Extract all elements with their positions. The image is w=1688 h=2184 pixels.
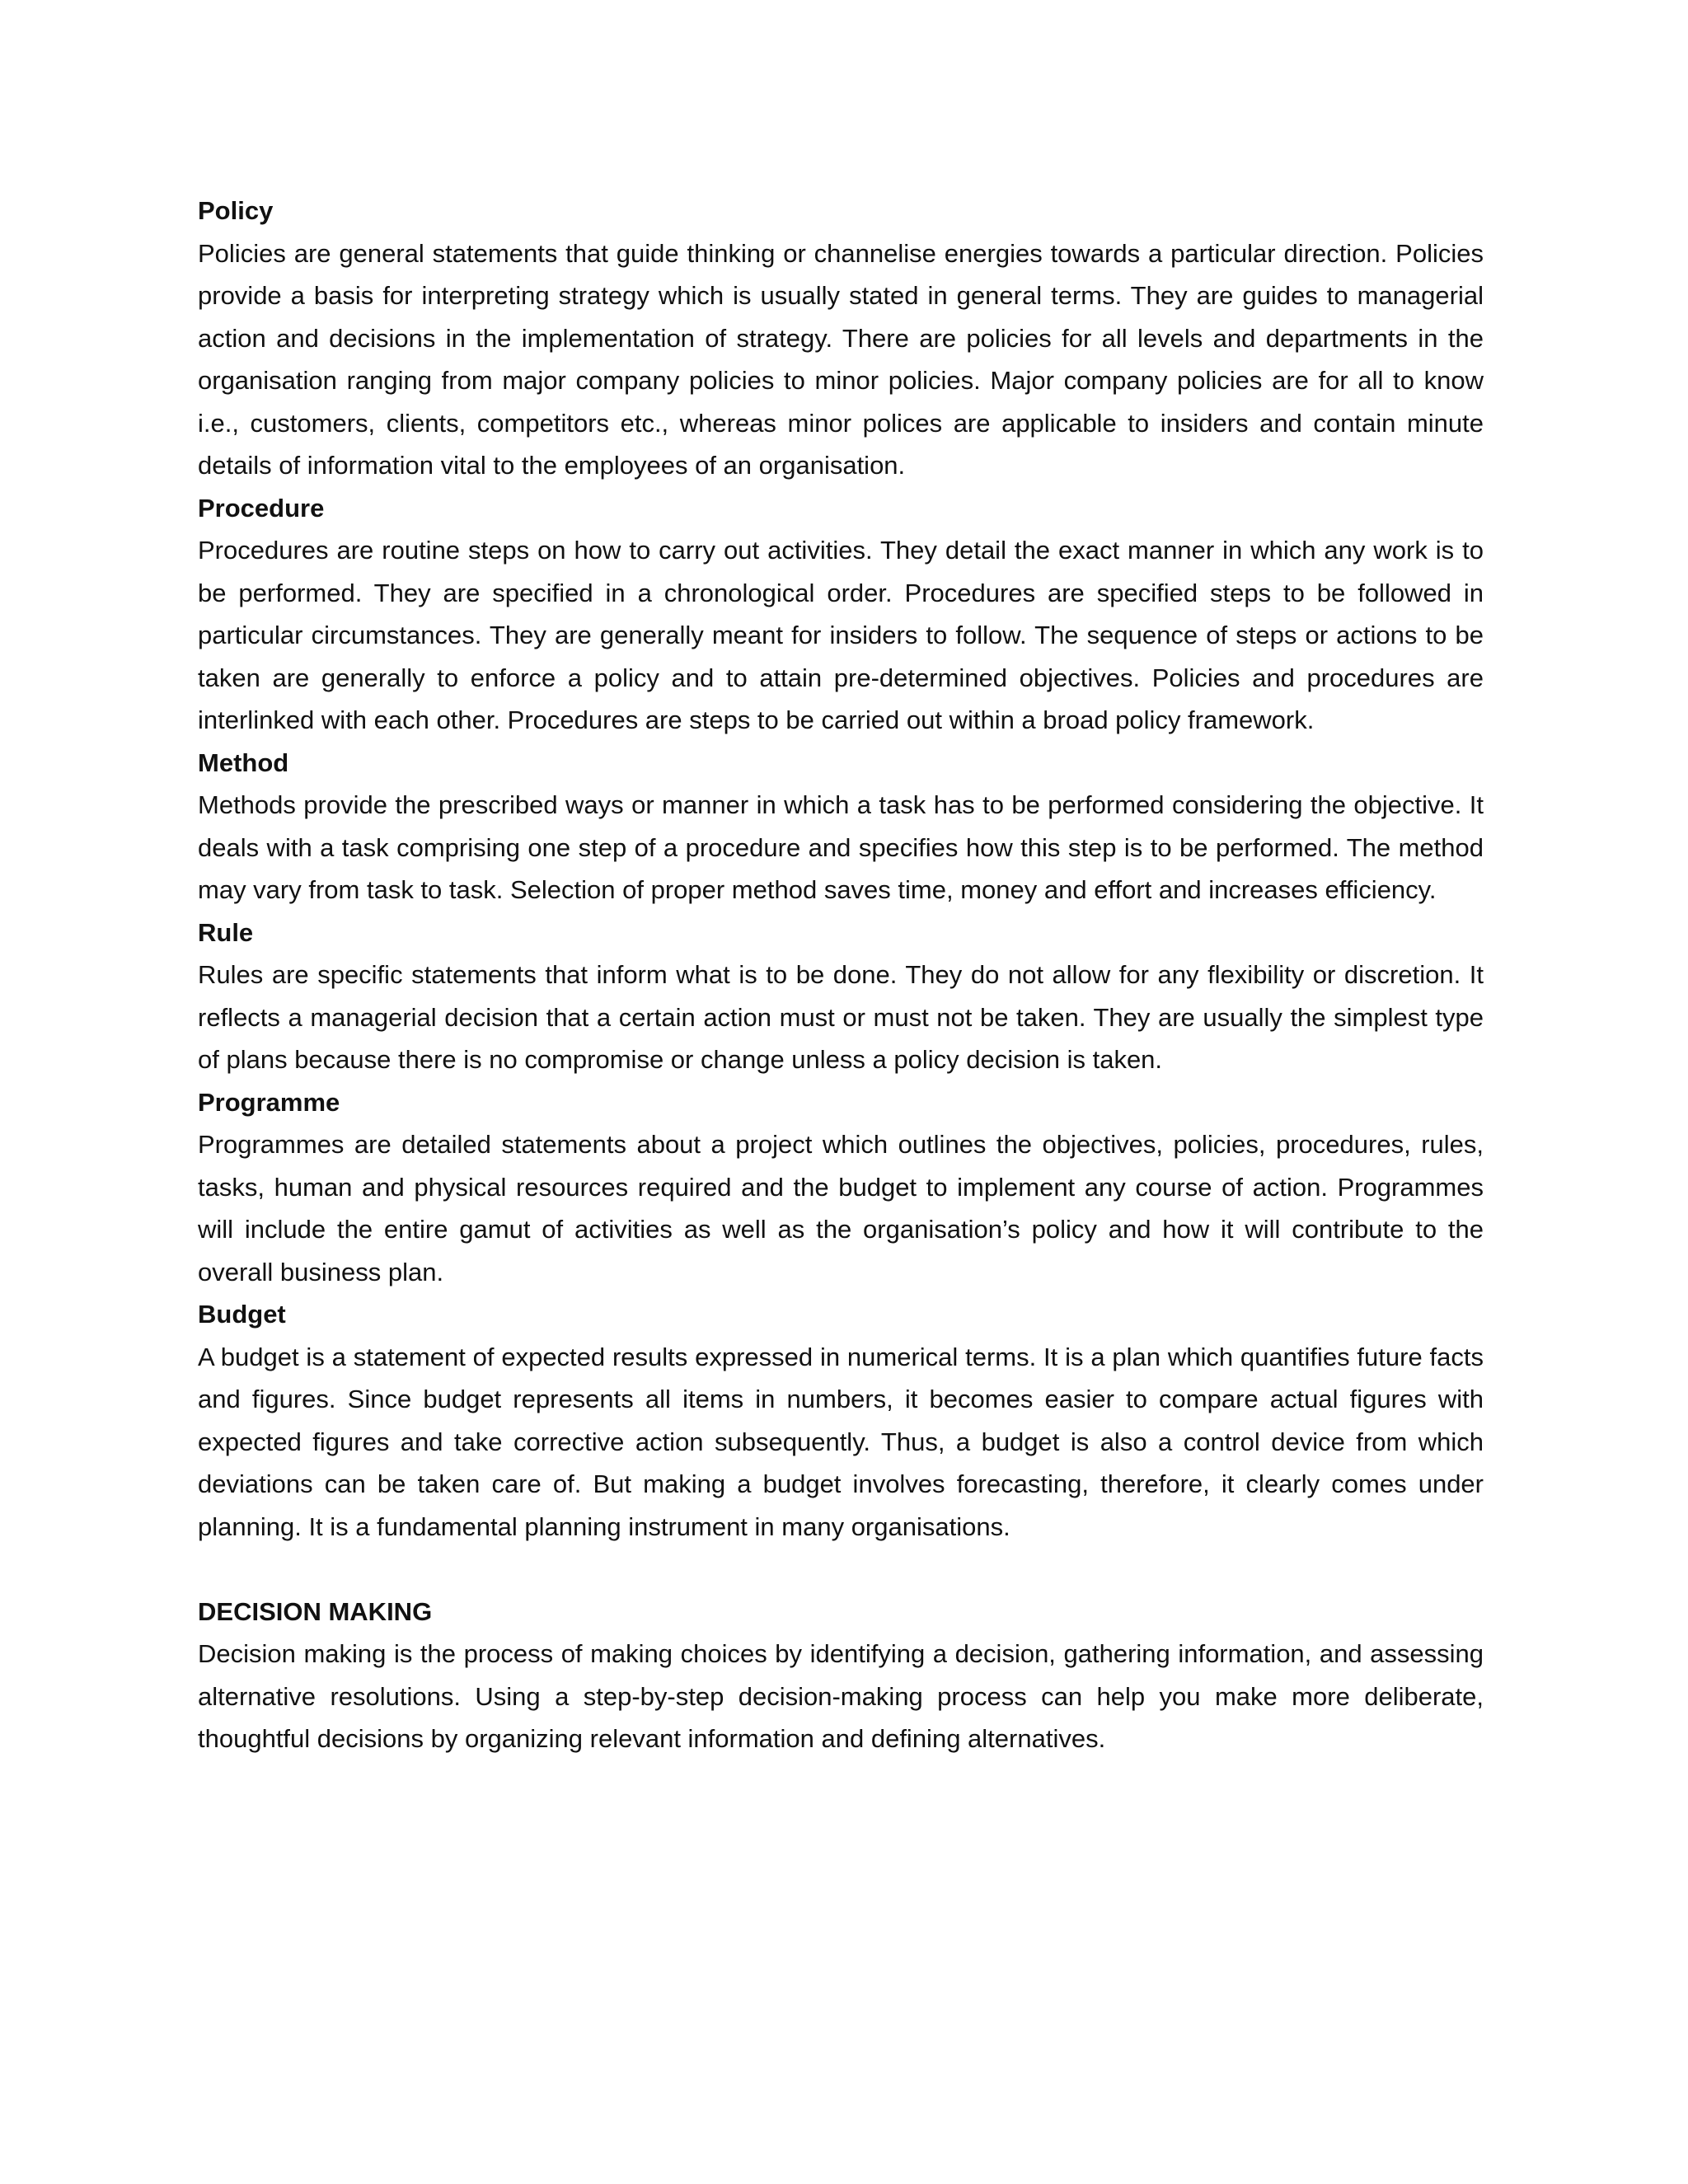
section-heading: Budget [198,1300,286,1329]
section-heading: Policy [198,196,274,225]
section-body: A budget is a statement of expected results expressed in numerical terms. It is a plan which quantifies future facts and figures. Since budget represents all items in numbers, it becomes easier to compare actual figures with expected figures and take corrective action subsequently. Thus, a budget is also a control device from which deviations can be taken care of. But making a budget involves forecasting, therefore, it clearly comes under planning. It is a fundamental planning instrument in many organisations. [198,1342,1484,1541]
section-heading: Procedure [198,493,325,523]
section-body: Rules are specific statements that inform what is to be done. They do not allow for any flexibility or discretion. It reflects a managerial decision that a certain action must or must not be taken. They are usually the simplest type of plans because there is no compromise or change unless a policy decision is taken. [198,960,1484,1074]
section-heading: Programme [198,1087,340,1117]
section-body: Procedures are routine steps on how to carry out activities. They detail the exact manner in which any work is to be performed. They are specified in a chronological order. Procedures are specified steps to be followed in particular circumstances. They are generally meant for insiders to follow. The sequence of steps or actions to be taken are generally to enforce a policy and to attain pre-determined objectives. Policies and procedures are interlinked with each other. Procedures are steps to be carried out within a broad policy framework. [198,536,1484,734]
section-body: Policies are general statements that guide thinking or channelise energies towards a particular direction. Policies provide a basis for interpreting strategy which is usually stated in general terms. They are guides to managerial action and decisions in the implementation of strategy. There are policies for all levels and departments in the organisation ranging from major company policies to minor policies. Major company policies are for all to know i.e., customers, clients, competitors etc., whereas minor polices are applicable to insiders and contain minute details of information vital to the employees of an organisation. [198,238,1484,480]
document-page [198,190,1484,1760]
section-body: Methods provide the prescribed ways or manner in which a task has to be performed considering the objective. It deals with a task comprising one step of a procedure and specifies how this step is to be performed. The method may vary from task to task. Selection of proper method saves time, money and effort and increases efficiency. [198,790,1484,904]
section-procedure [198,487,1484,742]
section-body: Decision making is the process of making choices by identifying a decision, gathering information, and assessing alternative resolutions. Using a step-by-step decision-making process can help you make more deliberate, thoughtful decisions by organizing relevant information and defining alternatives. [198,1639,1484,1753]
section-heading: Method [198,748,289,777]
section-programme [198,1081,1484,1294]
section-body: Programmes are detailed statements about a project which outlines the objectives, policies, procedures, rules, tasks, human and physical resources required and the budget to implement any course of action. Programmes will include the entire gamut of activities as well as the organisation’s policy and how it will contribute to the overall business plan. [198,1130,1484,1286]
section-heading: DECISION MAKING [198,1596,433,1626]
section-decision-making [198,1591,1484,1760]
blank-line [198,1548,1484,1591]
section-budget [198,1293,1484,1548]
section-policy [198,190,1484,487]
section-method [198,742,1484,912]
section-rule [198,912,1484,1081]
section-heading: Rule [198,917,254,947]
